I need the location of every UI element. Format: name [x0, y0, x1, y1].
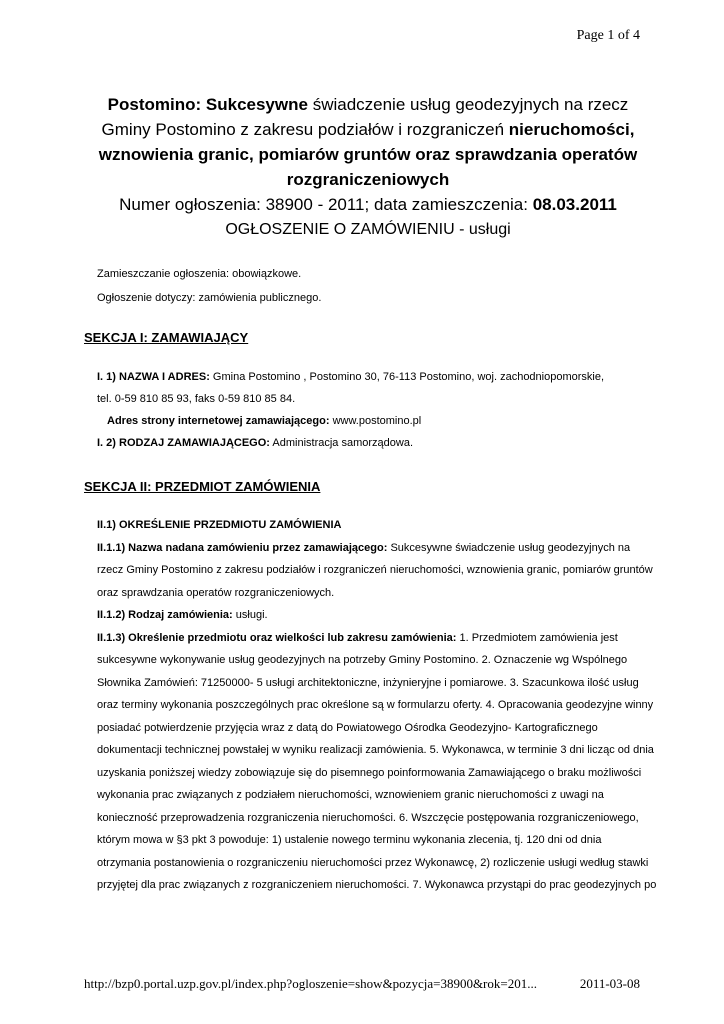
title-line2-bold: nieruchomości, — [508, 120, 635, 139]
print-date: 2011-03-08 — [579, 976, 640, 991]
notice-number: Numer ogłoszenia: 38900 - 2011; data zamieszczenia: 08.03.2011 — [119, 195, 617, 214]
section-1 — [97, 366, 657, 454]
intro-line-1: Zamieszczanie ogłoszenia: obowiązkowe. — [97, 268, 302, 280]
contracting-authority-address: I. 1) NAZWA I ADRES: Gmina Postomino , Postomino 30, 76-113 Postomino, woj. zachodniopomorskie, — [97, 371, 605, 383]
subject-heading: II.1) OKREŚLENIE PRZEDMIOTU ZAMÓWIENIA — [97, 519, 342, 531]
section-1-heading: SEKCJA I: ZAMAWIAJĄCY — [84, 330, 249, 345]
title-line1: świadczenie usług geodezyjnych na rzecz — [312, 95, 629, 114]
contract-name: II.1.1) Nazwa nadana zamówieniu przez zamawiającego: Sukcesywne świadczenie usług geodezyjnych na rzecz Gminy Postomino z zakresu podziałów i rozgraniczeń nieruchomości, wznowienia granic, pomiarów gruntów oraz sprawdzania operatów rozgraniczeniowych. — [97, 541, 653, 599]
contact-phone-fax: tel. 0-59 810 85 93, faks 0-59 810 85 84. — [97, 393, 296, 405]
website-row: Adres strony internetowej zamawiającego: www.postomino.pl — [107, 415, 422, 427]
title-line4: rozgraniczeniowych — [286, 170, 450, 189]
notice-title — [78, 92, 658, 242]
title-prefix: Postomino: Sukcesywne — [107, 95, 308, 114]
page-number: Page 1 of 4 — [576, 28, 640, 43]
source-url: http://bzp0.portal.uzp.gov.pl/index.php?ogloszenie=show&pozycja=38900&rok=201... — [84, 976, 537, 991]
section-2-heading: SEKCJA II: PRZEDMIOT ZAMÓWIENIA — [84, 479, 321, 494]
contract-scope: II.1.3) Określenie przedmiotu oraz wielkości lub zakresu zamówienia: 1. Przedmiotem zamówienia jest sukcesywne wykonywanie usług geodezyjnych na potrzeby Gminy Postomino. 2. Oznaczenie wg Wspólnego Słownika Zamówień: 71250000- 5 usługi architektoniczne, inżynieryjne i pomiarowe. 3. Szacunkowa ilość usług oraz terminy wykonania poszczególnych prac określone są w formularzu oferty. 4. Opracowania geodezyjne winny posiadać potwierdzenie przyjęcia wraz z datą do Powiatowego Ośrodka Geodezyjno- Kartograficznego dokumentacji technicznej powstałej w wyniku realizacji zamówienia. 5. Wykonawca, w terminie 3 dni licząc od dnia uzyskania poniższej wiedzy zobowiązuje się do pisemnego poinformowania Zamawiającego o braku możliwości wykonania prac związanych z podziałem nieruchomości, wznowieniem granic nieruchomości z uwagi na konieczność przeprowadzenia rozgraniczenia nieruchomości. 6. Wszczęcie postępowania rozgraniczeniowego, którym mowa w §3 pkt 3 powoduje: 1) ustalenie nowego terminu wykonania zlecenia, tj. 120 dni od dnia otrzymania postanowienia o rozgraniczeniu nieruchomości przez Wykonawcę, 2) rozliczenie usługi według stawki przyjętej dla prac związanych z rozgraniczeniem nieruchomości. 7. Wykonawca przystąpi do prac geodezyjnych po — [97, 631, 657, 891]
website-link[interactable]: www.postomino.pl — [332, 415, 422, 427]
title-line2: Gminy Postomino z zakresu podziałów i rozgraniczeń — [101, 120, 505, 139]
notice-kind: OGŁOSZENIE O ZAMÓWIENIU - usługi — [225, 221, 511, 238]
intro — [97, 262, 321, 310]
authority-type: I. 2) RODZAJ ZAMAWIAJĄCEGO: Administracja samorządowa. — [97, 437, 414, 449]
title-line3: wznowienia granic, pomiarów gruntów oraz sprawdzania operatów — [98, 145, 638, 164]
contract-type: II.1.2) Rodzaj zamówienia: usługi. — [97, 609, 268, 621]
publication-date: 08.03.2011 — [532, 195, 617, 214]
intro-line-2: Ogłoszenie dotyczy: zamówienia publicznego. — [97, 292, 322, 304]
print-footer — [84, 976, 640, 992]
section-2 — [97, 514, 657, 897]
